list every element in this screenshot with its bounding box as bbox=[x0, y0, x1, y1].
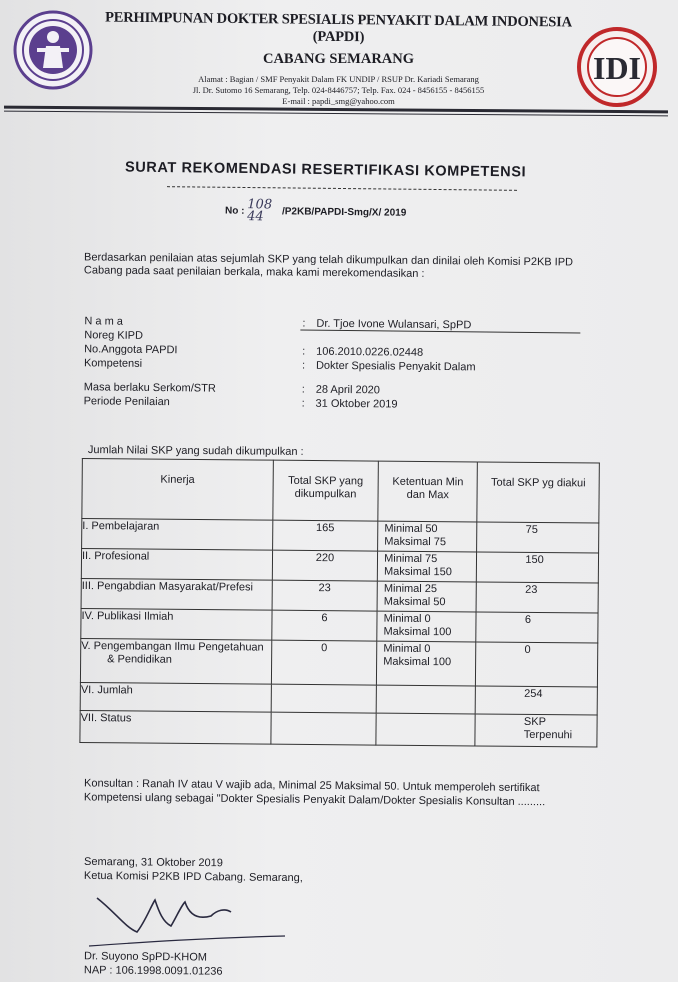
letterhead bbox=[96, 9, 581, 107]
table-row bbox=[81, 608, 598, 643]
header-kinerja: Kinerja bbox=[82, 459, 273, 521]
number-suffix: /P2KB/PAPDI-Smg/X/ 2019 bbox=[281, 206, 407, 219]
recipient-fields bbox=[84, 315, 605, 414]
document-title: SURAT REKOMENDASI RESERTIFIKASI KOMPETENSI bbox=[124, 159, 527, 181]
cell-ketentuan bbox=[376, 685, 475, 714]
field-label: Noreg KIPD bbox=[84, 329, 144, 342]
field-colon: : bbox=[301, 383, 305, 396]
table-row bbox=[80, 710, 597, 747]
intro-paragraph: Berdasarkan penilaian atas sejumlah SKP yang telah dikumpulkan dan dinilai oleh Komisi P2KB IPD Cabang pada saat penilaian berkala, maka kami merekomendasikan : bbox=[83, 251, 574, 280]
idi-logo-text: IDI bbox=[592, 50, 642, 86]
field-value: 28 April 2020 bbox=[315, 383, 381, 397]
place-date: Semarang, 31 Oktober 2019 bbox=[84, 855, 223, 870]
cell-diakui: 6 bbox=[476, 612, 598, 643]
field-label: N a m a bbox=[84, 315, 124, 328]
cell-ketentuan: Minimal 25 Maksimal 50 bbox=[377, 581, 476, 612]
idi-logo-icon bbox=[576, 27, 658, 107]
number-label: No : bbox=[224, 205, 245, 217]
number-handwritten: 108 44 bbox=[247, 197, 273, 225]
table-caption: Jumlah Nilai SKP yang sudah dikumpulkan : bbox=[87, 444, 304, 458]
cell-total: 6 bbox=[272, 610, 378, 641]
table-row bbox=[81, 549, 598, 584]
signer-block bbox=[84, 949, 223, 978]
signer-name: Dr. Suyono SpPD-KHOM bbox=[84, 950, 208, 964]
cell-ketentuan: Minimal 0 Maksimal 100 bbox=[377, 611, 476, 642]
cell-ketentuan: Minimal 50 Maksimal 75 bbox=[378, 521, 477, 552]
title-divider bbox=[167, 186, 517, 191]
signer-title: Ketua Komisi P2KB IPD Cabang. Semarang, bbox=[83, 869, 303, 885]
cell-ketentuan: Minimal 75 Maksimal 150 bbox=[377, 551, 476, 582]
field-label: Masa berlaku Serkom/STR bbox=[83, 381, 216, 395]
table-row bbox=[80, 682, 597, 715]
cell-ketentuan: Minimal 0 Maksimal 100 bbox=[377, 641, 477, 686]
field-colon: : bbox=[302, 345, 306, 358]
cell-kinerja: V. Pengembangan Ilmu Pengetahuan & Pendidikan bbox=[80, 638, 271, 684]
skp-table bbox=[79, 458, 599, 748]
cell-diakui: 75 bbox=[477, 522, 599, 553]
consultant-note: Konsultan : Ranah IV atau V wajib ada, Minimal 25 Maksimal 50. Untuk memperoleh sertifikat Kompetensi ulang sebagai "Dokter Spesialis Penyakit Dalam/Dokter Spesialis Konsultan ......... bbox=[83, 777, 546, 809]
cell-total: 0 bbox=[271, 640, 377, 685]
field-colon: : bbox=[301, 359, 306, 372]
field-value: 106.2010.0226.02448 bbox=[316, 345, 424, 359]
address-line-2: Jl. Dr. Sutomo 16 Semarang, Telp. 024-8446757; Telp. Fax. 024 - 8456155 - 8456155 bbox=[192, 85, 485, 95]
cell-diakui: 254 bbox=[476, 686, 598, 715]
field-label: Periode Penilaian bbox=[83, 395, 170, 409]
table-row bbox=[80, 638, 597, 687]
header-ketentuan: Ketentuan Min dan Max bbox=[378, 461, 478, 522]
field-colon: : bbox=[301, 397, 305, 410]
org-name: PERHIMPUNAN DOKTER SPESIALIS PENYAKIT DALAM INDONESIA (PAPDI) bbox=[105, 9, 572, 46]
cell-total: 165 bbox=[272, 520, 378, 551]
address-line-1: Alamat : Bagian / SMF Penyakit Dalam FK UNDIP / RSUP Dr. Kariadi Semarang bbox=[198, 74, 479, 84]
papdi-logo-icon bbox=[13, 10, 93, 90]
cell-total: 220 bbox=[272, 550, 378, 581]
cell-total bbox=[271, 712, 377, 745]
field-value: 31 Oktober 2019 bbox=[315, 397, 398, 411]
field-label: Kompetensi bbox=[83, 357, 143, 370]
header-total-skp: Total SKP yang dikumpulkan bbox=[273, 460, 379, 521]
cell-diakui: 0 bbox=[476, 642, 598, 687]
header-diakui: Total SKP yg diakui bbox=[477, 462, 599, 523]
table-header-row bbox=[82, 459, 600, 524]
field-colon: : bbox=[302, 317, 306, 330]
cell-kinerja: III. Pengabdian Masyarakat/Prefesi bbox=[81, 578, 272, 610]
closing-block bbox=[84, 855, 303, 885]
cell-kinerja: IV. Publikasi Ilmiah bbox=[81, 608, 272, 640]
cell-diakui: 23 bbox=[476, 582, 598, 613]
cell-total: 23 bbox=[272, 580, 378, 611]
cell-kinerja: I. Pembelajaran bbox=[82, 519, 273, 551]
table-row bbox=[82, 519, 599, 554]
field-value: Dokter Spesialis Penyakit Dalam bbox=[315, 359, 476, 374]
cell-kinerja: VI. Jumlah bbox=[80, 682, 271, 712]
cell-kinerja: VII. Status bbox=[80, 710, 271, 744]
cell-diakui: 150 bbox=[477, 552, 599, 583]
cell-ketentuan bbox=[376, 713, 476, 746]
field-value: Dr. Tjoe Ivone Wulansari, SpPD bbox=[316, 317, 472, 332]
table-row bbox=[81, 578, 598, 613]
cell-diakui: SKP Terpenuhi bbox=[475, 714, 597, 747]
skp-table-section bbox=[79, 444, 602, 748]
email-line: E-mail : papdi_smg@yahoo.com bbox=[282, 96, 395, 106]
cell-kinerja: II. Profesional bbox=[81, 549, 272, 581]
document-number bbox=[225, 199, 407, 225]
branch-name: CABANG SEMARANG bbox=[262, 51, 415, 67]
field-label: No.Anggota PAPDI bbox=[84, 343, 178, 357]
signature-mark bbox=[85, 892, 315, 952]
cell-total bbox=[271, 684, 377, 713]
signer-nap: NAP : 106.1998.0091.01236 bbox=[83, 964, 223, 978]
